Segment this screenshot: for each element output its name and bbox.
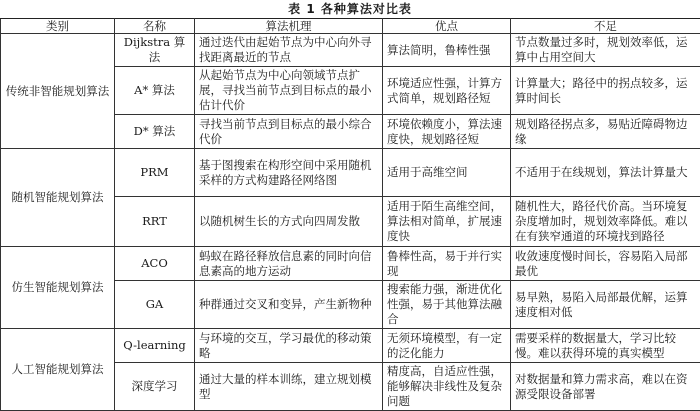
algorithm-name: 深度学习 bbox=[115, 363, 195, 411]
table-row bbox=[1, 247, 700, 281]
header-name: 名称 bbox=[115, 19, 195, 34]
category-cell: 人工智能规划算法 bbox=[1, 329, 115, 411]
mechanism-cell: 以随机树生长的方式向四周发散 bbox=[195, 197, 383, 247]
header-pros: 优点 bbox=[383, 19, 511, 34]
algorithm-name: D* 算法 bbox=[115, 115, 195, 149]
category-cell: 仿生智能规划算法 bbox=[1, 247, 115, 329]
header-mechanism: 算法机理 bbox=[195, 19, 383, 34]
cons-cell: 不适用于在线规划，算法计算量大 bbox=[511, 149, 700, 197]
mechanism-cell: 通过迭代由起始节点为中心向外寻找距离最近的节点 bbox=[195, 34, 383, 67]
table-row bbox=[1, 329, 700, 363]
table-row bbox=[1, 34, 700, 67]
pros-cell: 算法简明，鲁棒性强 bbox=[383, 34, 511, 67]
algorithm-name: A* 算法 bbox=[115, 67, 195, 115]
mechanism-cell: 种群通过交叉和变异，产生新物种 bbox=[195, 281, 383, 329]
algorithm-name: Dijkstra 算法 bbox=[115, 34, 195, 67]
pros-cell: 适用于高维空间 bbox=[383, 149, 511, 197]
header-cons: 不足 bbox=[511, 19, 700, 34]
table-row bbox=[1, 149, 700, 197]
pros-cell: 环境依赖度小，算法速度快，规划路径短 bbox=[383, 115, 511, 149]
mechanism-cell: 基于图搜索在构形空间中采用随机采样的方式构建路径网络图 bbox=[195, 149, 383, 197]
mechanism-cell: 蚂蚁在路径释放信息素的同时向信息素高的地方运动 bbox=[195, 247, 383, 281]
category-cell: 传统非智能规划算法 bbox=[1, 34, 115, 149]
header-category: 类别 bbox=[1, 19, 115, 34]
header-row bbox=[1, 19, 700, 34]
pros-cell: 精度高，自适应性强，能够解决非线性及复杂问题 bbox=[383, 363, 511, 411]
pros-cell: 鲁棒性高，易于并行实现 bbox=[383, 247, 511, 281]
algorithm-comparison-table bbox=[0, 18, 700, 411]
algorithm-name: PRM bbox=[115, 149, 195, 197]
mechanism-cell: 通过大量的样本训练，建立规划模型 bbox=[195, 363, 383, 411]
algorithm-name: ACO bbox=[115, 247, 195, 281]
algorithm-name: Q-learning bbox=[115, 329, 195, 363]
mechanism-cell: 从起始节点为中心向领域节点扩展，寻找当前节点到目标点的最小估计代价 bbox=[195, 67, 383, 115]
pros-cell: 搜索能力强，渐进优化性强，易于其他算法融合 bbox=[383, 281, 511, 329]
cons-cell: 计算量大；路径中的拐点较多，运算时间长 bbox=[511, 67, 700, 115]
pros-cell: 无须环境模型，有一定的泛化能力 bbox=[383, 329, 511, 363]
pros-cell: 适用于陌生高维空间，算法相对简单，扩展速度快 bbox=[383, 197, 511, 247]
category-cell: 随机智能规划算法 bbox=[1, 149, 115, 247]
cons-cell: 需要采样的数据量大，学习比较慢。难以获得环境的真实模型 bbox=[511, 329, 700, 363]
algorithm-name: GA bbox=[115, 281, 195, 329]
cons-cell: 对数据量和算力需求高，难以在资源受限设备部署 bbox=[511, 363, 700, 411]
cons-cell: 收敛速度慢时间长，容易陷入局部最优 bbox=[511, 247, 700, 281]
pros-cell: 环境适应性强，计算方式简单，规划路径短 bbox=[383, 67, 511, 115]
cons-cell: 规划路径拐点多，易贴近障碍物边缘 bbox=[511, 115, 700, 149]
mechanism-cell: 寻找当前节点到目标点的最小综合代价 bbox=[195, 115, 383, 149]
algorithm-name: RRT bbox=[115, 197, 195, 247]
cons-cell: 易早熟，易陷入局部最优解，运算速度相对低 bbox=[511, 281, 700, 329]
cons-cell: 节点数量过多时，规划效率低，运算中占用空间大 bbox=[511, 34, 700, 67]
table-title: 表 1 各种算法对比表 bbox=[0, 0, 700, 18]
cons-cell: 随机性大，路径代价高。当环境复杂度增加时，规划效率降低。难以在有狭窄通道的环境找到路径 bbox=[511, 197, 700, 247]
mechanism-cell: 与环境的交互，学习最优的移动策略 bbox=[195, 329, 383, 363]
